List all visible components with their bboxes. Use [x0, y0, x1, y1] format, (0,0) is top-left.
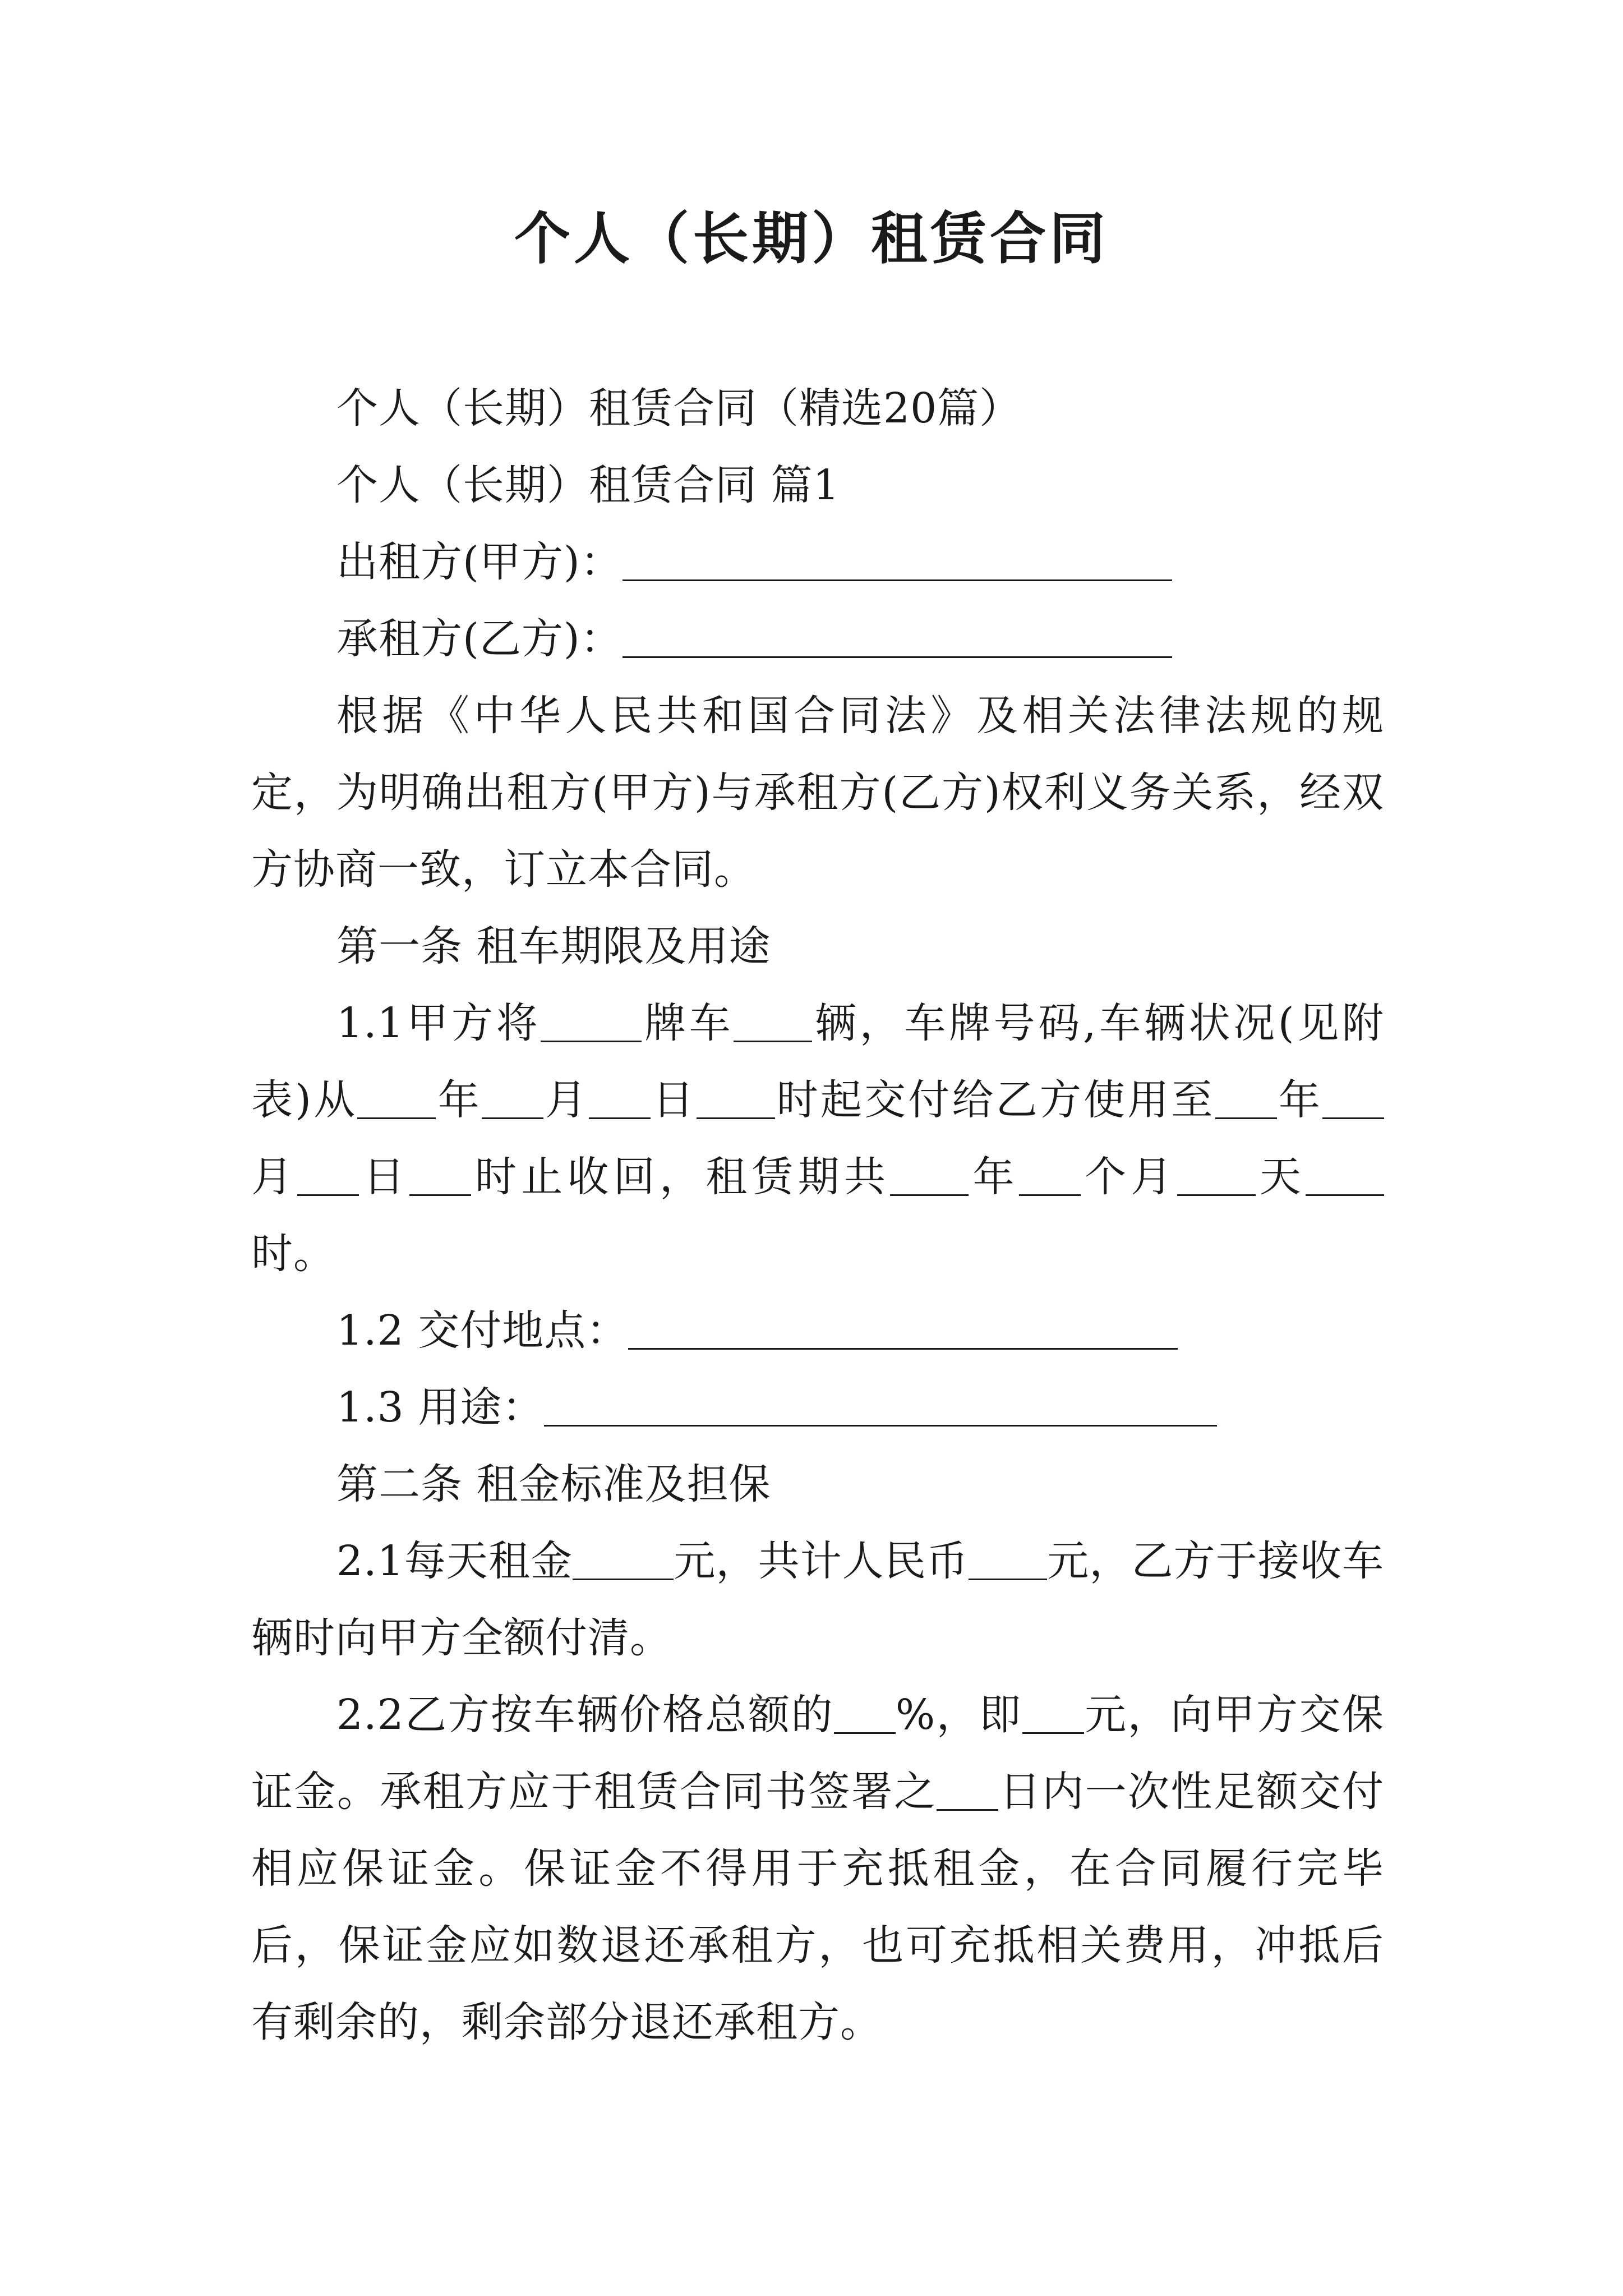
fill-blank	[1322, 1076, 1384, 1119]
clause-2-2-text: %，即	[895, 1691, 1022, 1739]
clause-1-3	[251, 1369, 1384, 1446]
clause-2-2-text: 2.2乙方按车辆价格总额的	[336, 1691, 834, 1739]
clause-1-1-text: 日	[651, 1076, 697, 1124]
lessor-label: 出租方(甲方)：	[336, 538, 623, 586]
fill-blank	[1177, 1153, 1256, 1196]
fill-blank	[1019, 1153, 1081, 1196]
fill-blank	[589, 1076, 651, 1119]
fill-blank	[937, 1768, 998, 1811]
clause-2-1	[251, 1523, 1384, 1677]
clause-1-1-text: 时。	[251, 1230, 335, 1278]
clause-1-1-text: 年	[1276, 1076, 1322, 1124]
fill-blank	[541, 999, 642, 1042]
document-body	[251, 370, 1384, 2061]
fill-blank	[734, 999, 812, 1042]
clause-1-1-text: 牌车	[642, 999, 734, 1047]
fill-blank	[357, 1076, 436, 1119]
clause-1-1-text: 日	[359, 1153, 409, 1201]
clause-1-1-text: 时止收回，租赁期共	[471, 1153, 891, 1201]
clause-1-1-text: 时起交付给乙方使用至	[774, 1076, 1215, 1124]
fill-blank	[1215, 1076, 1277, 1119]
document-subtitle: 个人（长期）租赁合同（精选20篇）	[336, 384, 1022, 432]
delivery-location-label: 1.2 交付地点：	[336, 1306, 629, 1355]
clause-1-1-text: 月	[251, 1153, 298, 1201]
clause-1-1-text: 天	[1255, 1153, 1306, 1201]
purpose-label: 1.3 用途：	[336, 1383, 545, 1432]
preamble-paragraph: 根据《中华人民共和国合同法》及相关法律法规的规定，为明确出租方(甲方)与承租方(乙方)权利义务关系，经双方协商一致，订立本合同。	[251, 692, 1384, 894]
clause-2-2-text: 元，向甲方交保证金。承租方应于租赁合同书签署之	[251, 1691, 1384, 1816]
lessor-blank	[623, 538, 1172, 581]
clause-1-1-text: 年	[969, 1153, 1019, 1201]
clause-1-1-text: 个月	[1080, 1153, 1177, 1201]
delivery-location-blank	[628, 1306, 1178, 1350]
fill-blank	[890, 1153, 969, 1196]
section-heading: 个人（长期）租赁合同 篇1	[336, 461, 840, 509]
clause-1-1-text: 辆，车牌号码,车辆状况(见附表)从	[251, 999, 1385, 1124]
clause-1-1-text: 月	[543, 1076, 589, 1124]
article1-heading: 第一条 租车期限及用途	[336, 922, 771, 970]
lessee-blank	[623, 615, 1172, 658]
fill-blank	[1022, 1691, 1084, 1734]
fill-blank	[1306, 1153, 1384, 1196]
document-title: 个人（长期）租赁合同	[514, 205, 1109, 272]
clause-2-2	[251, 1677, 1384, 2061]
clause-2-2-text: 日内一次性足额交付相应保证金。保证金不得用于充抵租金，在合同履行完毕后，保证金应如数退还承租方，也可充抵相关费用，冲抵后有剩余的，剩余部分退还承租方。	[251, 1768, 1385, 2046]
clause-1-2	[251, 1292, 1384, 1369]
lessee-line	[251, 601, 1384, 678]
fill-blank	[697, 1076, 775, 1119]
clause-1-1-text: 年	[436, 1076, 482, 1124]
fill-blank	[834, 1691, 896, 1734]
clause-2-1-text: 2.1每天租金	[336, 1537, 573, 1585]
lessee-label: 承租方(乙方)：	[336, 615, 623, 663]
article2-heading: 第二条 租金标准及担保	[336, 1460, 771, 1508]
fill-blank	[482, 1076, 543, 1119]
fill-blank	[969, 1537, 1047, 1580]
clause-1-1	[251, 985, 1384, 1292]
fill-blank	[573, 1537, 674, 1580]
clause-2-1-text: 元，乙方于接收车辆时向甲方全额付清。	[251, 1537, 1385, 1662]
lessor-line	[251, 524, 1384, 601]
fill-blank	[409, 1153, 471, 1196]
purpose-blank	[544, 1383, 1217, 1427]
clause-2-1-text: 元，共计人民币	[674, 1537, 969, 1585]
clause-1-1-text: 1.1甲方将	[336, 999, 541, 1047]
fill-blank	[297, 1153, 359, 1196]
